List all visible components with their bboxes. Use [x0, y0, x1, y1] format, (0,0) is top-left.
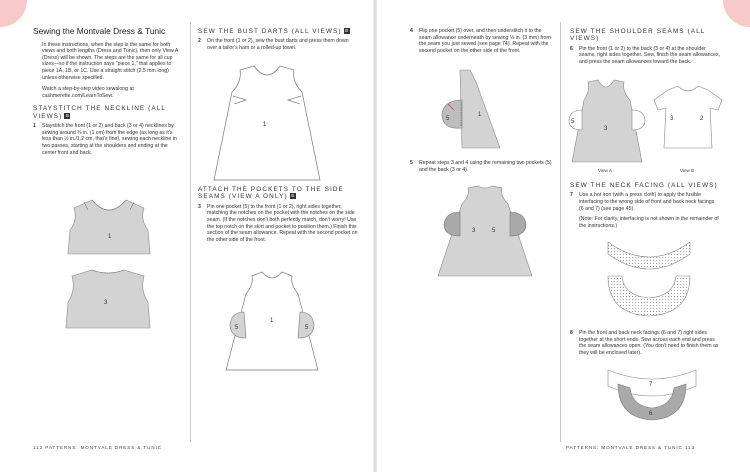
intro-paragraph: In these instructions, when the step is the same for both views and both lengths (Dress and Tunic), then only View A (Dress) will be shown. The steps are the same for all cup sizes—so if the instruction says "piece 1," that applies to piece 1A, 1B, or 1C. Use a straight stitch (2.5 mm long) unless otherwise specified.: [42, 41, 179, 81]
piece-label-pocket: 5: [492, 228, 496, 234]
figure-back-pockets: [430, 186, 540, 278]
column-divider-left: [190, 22, 191, 442]
step-number: 2: [198, 38, 201, 45]
piece-label-pocket-right: 5: [305, 325, 309, 331]
piece-label-facing-front: 6: [649, 411, 653, 417]
piece-label-front: 1: [263, 122, 267, 128]
piece-label-pocket: 5: [571, 119, 575, 125]
difficulty-badge: B: [345, 28, 349, 33]
step-number: 8: [570, 330, 573, 336]
right-column-2-step8: [570, 330, 720, 360]
note-text: (Note: For clarity, interfacing is not shown in the remainder of the instructions.): [579, 216, 719, 229]
left-column-2: [198, 28, 358, 56]
figure-understitch-pocket: [440, 70, 510, 150]
figure-staystitch-front: [64, 198, 154, 256]
right-column-1: [410, 28, 552, 58]
step-4: [410, 28, 552, 54]
video-link-text[interactable]: Watch a step-by-step video sewalong at cashmerette.com/LearnToSew.: [42, 86, 134, 99]
piece-label-pocket: 5: [446, 116, 450, 122]
page-footer-right: PATTERNS: MONTVALE DRESS & TUNIC 113: [566, 445, 695, 450]
step-text: Repeat steps 3 and 4 using the remaining two pockets (5) and the back (3 or 4).: [419, 160, 552, 173]
piece-label-back-b: 3: [670, 116, 674, 122]
pink-corner-left: [0, 0, 27, 27]
step-text: Pin the front and back neck facings (6 and 7) right sides together at the short ends. Sew across each end and press the seam allowances open. (You don't need to finish them as they will be enclosed later).: [579, 330, 719, 356]
step-text: Use a hot iron (with a press cloth) to apply the fusible interfacing to the wrong side of front and back neck facings (6 and 7) (see page 45).: [579, 192, 715, 212]
piece-label-front: 1: [478, 112, 482, 118]
figure-shoulder-seams: [566, 78, 726, 174]
right-column-1-step5: [410, 160, 552, 177]
step-5: [410, 160, 552, 173]
piece-label-back: 3: [604, 126, 608, 132]
piece-label-back: 3: [472, 228, 476, 234]
section-heading-shoulder: SEW THE SHOULDER SEAMS (ALL VIEWS): [570, 28, 706, 43]
page-footer-left: 112 PATTERNS: MONTVALE DRESS & TUNIC: [33, 445, 162, 450]
caption-view-a: View A: [598, 168, 612, 173]
step-text: Pin one pocket (5) to the front (1 or 2), right sides together, matching the notches on the pocket with the notches on the side seam. (If the notches don't both perfectly match, don't worry! Use the top notch on the skirt and pocket to position them.) Finish this section of the seam allowance. Repeat with the second pocket on the other side of the front.: [207, 203, 358, 243]
step-number: 4: [410, 28, 413, 34]
figure-joined-facings: [604, 364, 700, 422]
piece-label-front-b: 2: [700, 116, 704, 122]
figure-attach-pockets: [222, 272, 322, 372]
book-gutter: [373, 0, 377, 472]
section-heading-neck-facing: SEW THE NECK FACING (ALL VIEWS): [570, 182, 718, 189]
difficulty-badge: B: [291, 193, 295, 199]
pink-corner-right: [723, 0, 750, 27]
figure-bust-darts: [212, 66, 322, 182]
section-heading-staystitch: STAYSTITCH THE NECKLINE (ALL VIEWS) B: [33, 105, 166, 120]
step-7: [570, 192, 720, 212]
left-column-1: [33, 28, 181, 160]
step-number: 5: [410, 160, 413, 166]
step-1: [33, 123, 181, 156]
step-text: Staystitch the front (1 or 2) and back (3 or 4) necklines by sewing around ⅜ in. (1 cm) from the edge (as long as it's less than ½ in./1.2 cm, that's fine), sewing each neckline in two passes, starting at the shoulders and ending at the center front and back.: [42, 123, 177, 156]
right-column-2-facing: [570, 182, 720, 234]
piece-label-facing-back: 7: [649, 382, 653, 388]
step-number: 1: [33, 123, 36, 130]
step-3: [198, 204, 358, 244]
left-column-2-pockets: [198, 186, 358, 247]
step-2: [198, 38, 358, 51]
step-6: [570, 46, 720, 66]
page-title: Sewing the Montvale Dress & Tunic: [33, 26, 166, 36]
step-8: [570, 330, 720, 356]
section-heading-bust-darts: SEW THE BUST DARTS (ALL VIEWS) B: [198, 28, 349, 35]
step-number: 6: [570, 45, 573, 52]
step-text: On the front (1 or 2), sew the bust darts and press them down over a tailor's ham or a rolled-up towel.: [207, 38, 349, 51]
step-number: 3: [198, 203, 201, 210]
piece-label-pocket-left: 5: [235, 325, 239, 331]
right-column-2: [570, 28, 720, 70]
figure-neck-facings: [604, 238, 694, 318]
piece-label-front: 1: [108, 234, 112, 240]
figure-staystitch-back: [62, 268, 154, 330]
step-text: Pin the front (1 or 2) to the back (3 or 4) at the shoulder seams, right sides together. Sew, finish the seam allowances, and press the seam allowances toward the back.: [579, 45, 720, 65]
column-divider-right: [560, 22, 561, 442]
difficulty-badge: B: [65, 112, 69, 118]
step-number: 7: [570, 192, 573, 199]
piece-label-front: 1: [270, 318, 274, 324]
caption-view-b: View B: [680, 168, 695, 173]
piece-label-back: 3: [104, 300, 108, 306]
step-text: Flip one pocket (5) over, and then understitch it to the seam allowance underneath by sewing ⅛ in. (3 mm) from the seam you just sewed (see page 74). Repeat with the second pocket on the other side of the front.: [419, 28, 551, 54]
section-heading-pockets: ATTACH THE POCKETS TO THE SIDE SEAMS (VIEW A ONLY) B: [198, 186, 344, 201]
